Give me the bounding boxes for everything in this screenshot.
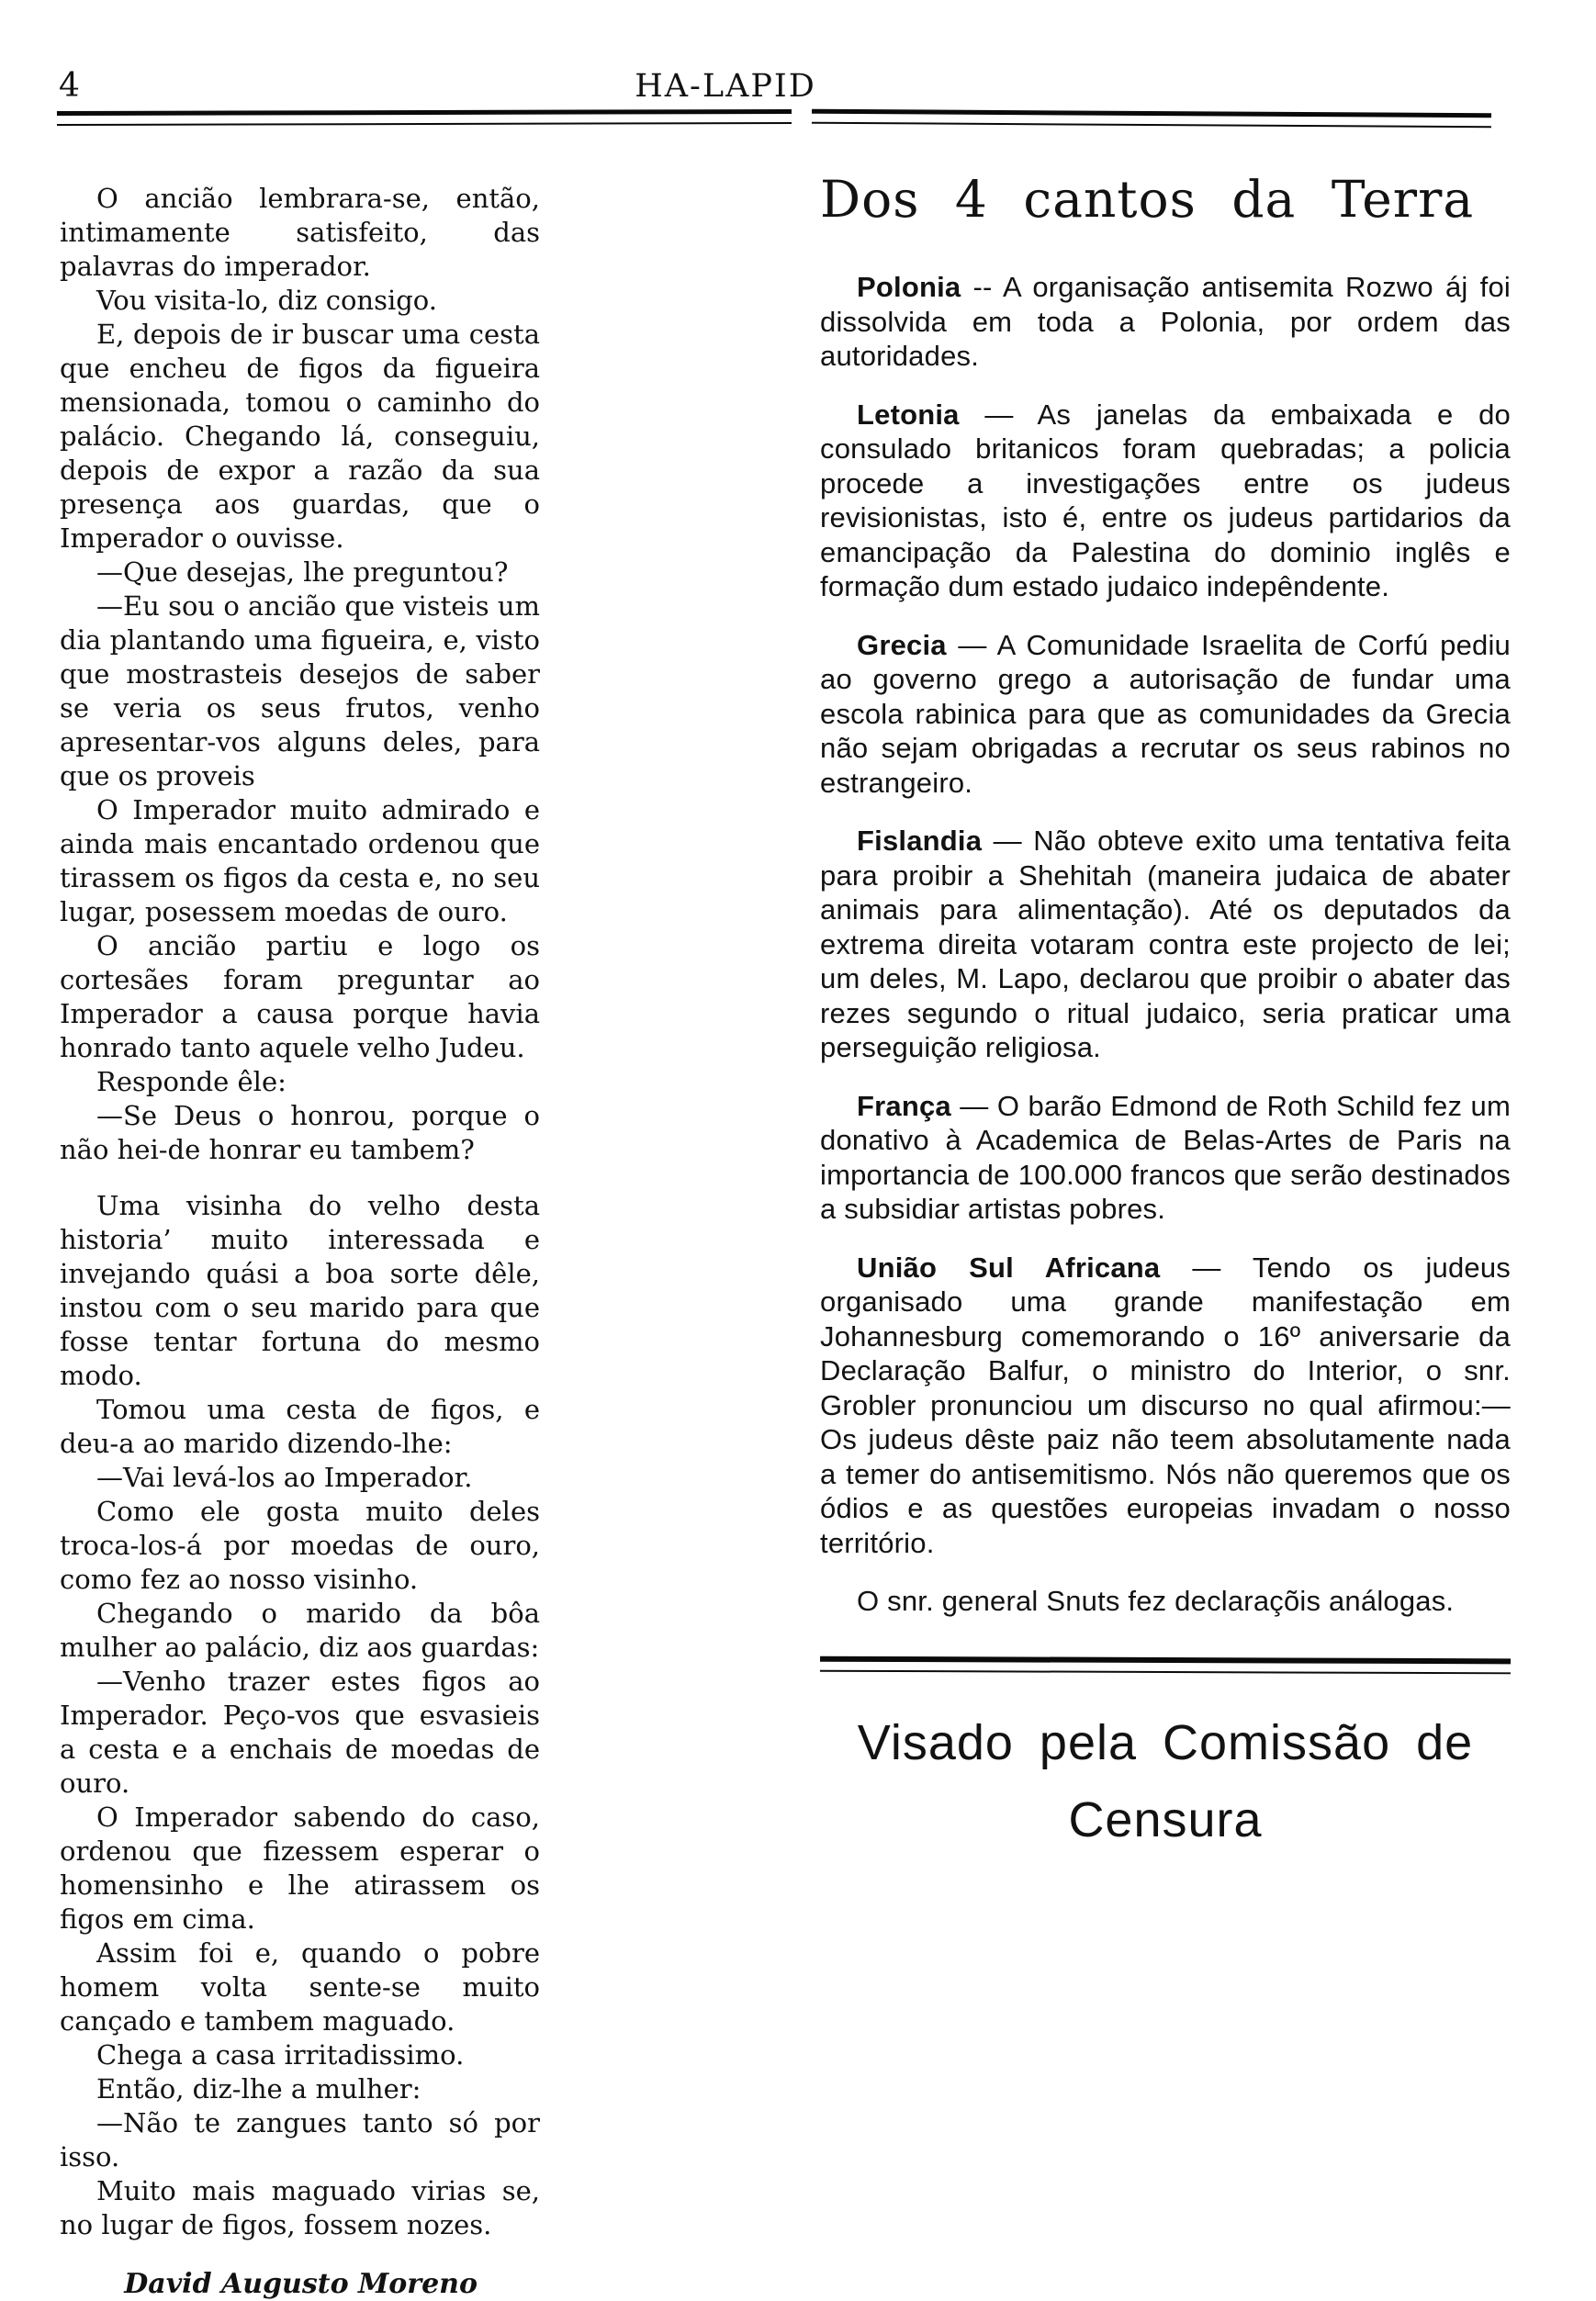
section-title: Dos 4 cantos da Terra (820, 170, 1475, 229)
story-paragraph: —Não te zangues tanto só por isso. (60, 2107, 540, 2172)
story-paragraph: Responde êle: (96, 1066, 287, 1097)
story-paragraph: O ancião partiu e logo os cortesães foram preguntar ao Imperador a causa porque havia honrado tanto aquele velho Judeu. (60, 930, 540, 1063)
story-paragraph: O Imperador sabendo do caso, ordenou que fizessem esperar o homensinho e lhe atirassem os figos em cima. (60, 1802, 540, 1935)
story-paragraph: —Venho trazer estes figos ao Imperador. Peço-vos que esvasieis a cesta e a enchais de moedas de ouro. (60, 1666, 540, 1799)
news-item-label: Fislandia (857, 825, 994, 857)
news-item-text: — As janelas da embaixada e do consulado britanicos foram quebradas; a policia procede a investigações entre os judeus revisionistas, isto é, entre os judeus partidarios da emancipação da Palestina do dominio inglês e formação dum estado judaico indepêndente. (820, 398, 1511, 602)
story-paragraph: Chegando o marido da bôa mulher ao palácio, diz aos guardas: (60, 1598, 540, 1663)
story-paragraph: O Imperador muito admirado e ainda mais encantado ordenou que tirassem os figos da cesta e, no seu lugar, posessem moedas de ouro. (60, 794, 540, 927)
page-number: 4 (59, 67, 80, 105)
story-paragraph: Assim foi e, quando o pobre homem volta sente-se muito cançado e tambem maguado. (60, 1937, 540, 2037)
censorship-rule (820, 1656, 1511, 1674)
news-item-label: Polonia (857, 271, 973, 303)
news-item-text: — O barão Edmond de Roth Schild fez um donativo à Academica de Belas-Artes de Paris na importancia de 100.000 francos que serão destinados a subsidiar artistas pobres. (820, 1089, 1511, 1225)
news-item-text: -- A organisação antisemita Rozwo áj foi dissolvida em toda a Polonia, por ordem das autoridades. (820, 271, 1511, 372)
story-paragraph: —Vai levá-los ao Imperador. (96, 1462, 473, 1493)
story-paragraph: —Eu sou o ancião que visteis um dia plantando uma figueira, e, visto que mostrasteis desejos de saber se veria os seus frutos, venho apresentar-vos alguns deles, para que os proveis (60, 590, 540, 791)
story-paragraph: Uma visinha do velho desta historia’ muito interessada e invejando quási a boa sorte dêle, instou com o seu marido para que fosse tentar fortuna do mesmo modo. (60, 1190, 540, 1391)
censorship-notice: Visado pela Comissão de Censura (857, 1714, 1474, 1847)
story-paragraph: Chega a casa irritadissimo. (96, 2039, 465, 2071)
story-paragraphs (60, 182, 540, 2242)
news-column (820, 171, 1511, 1858)
header-rule-left (57, 109, 792, 126)
masthead: HA-LAPID (635, 68, 816, 105)
news-item-label: União Sul Africana (857, 1251, 1193, 1284)
news-item-text: — Tendo os judeus organisado uma grande manifestação em Johannesburg comemorando o 16º aniversarie da Declaração Balfur, o ministro do Interior, o snr. Grobler pronunciou um discurso no qual afirmou:—Os judeus dêste paiz não teem absolutamente nada a temer do antisemitismo. Nós não queremos que os ódios e as questões europeias invadam o nosso território. (820, 1251, 1512, 1559)
news-items (820, 270, 1511, 1560)
story-paragraph: Como ele gosta muito deles troca-los-á por moedas de ouro, como fez ao nosso visinho. (60, 1496, 540, 1595)
story-paragraph: —Se Deus o honrou, porque o não hei-de honrar eu tambem? (60, 1100, 540, 1165)
news-item-label: Letonia (857, 398, 985, 431)
news-item (820, 824, 1511, 1065)
news-item-label: França (857, 1089, 961, 1122)
news-item (820, 270, 1511, 374)
story-paragraph: Vou visita-lo, diz consigo. (96, 285, 437, 316)
story-paragraph: —Que desejas, lhe preguntou? (96, 556, 509, 588)
news-item-label: Grecia (857, 628, 959, 661)
story-paragraph: Então, diz-lhe a mulher: (96, 2073, 421, 2105)
news-item (820, 1251, 1511, 1561)
news-item (820, 398, 1511, 604)
header-rule-right (812, 109, 1491, 129)
news-item (820, 628, 1511, 801)
story-paragraph: Muito mais maguado virias se, no lugar de figos, fossem nozes. (60, 2175, 540, 2240)
story-paragraph: Tomou uma cesta de figos, e deu-a ao marido dizendo-lhe: (60, 1394, 540, 1459)
news-item-text: — Não obteve exito uma tentativa feita para proibir a Shehitah (maneira judaica de abater animais para alimentação). Até os deputados da extrema direita votaram contra este projecto de lei; um deles, M. Lapo, declarou que proibir o abater das rezes segundo o ritual judaico, seria praticar uma perseguição religiosa. (820, 825, 1511, 1063)
news-item-text: — A Comunidade Israelita de Corfú pediu ao governo grego a autorisação de fundar uma escola rabinica para que as comunidades da Grecia não sejam obrigadas a recrutar os seus rabinos no estrangeiro. (820, 628, 1511, 799)
closing-paragraph: O snr. general Snuts fez declaraçõis análogas. (857, 1585, 1455, 1617)
story-paragraph: E, depois de ir buscar uma cesta que encheu de figos da figueira mensionada, tomou o caminho do palácio. Chegando lá, conseguiu, depois de expor a razão da sua presença aos guardas, que o Imperador o ouvisse. (60, 319, 540, 554)
story-paragraph: O ancião lembrara-se, então, intimamente satisfeito, das palavras do imperador. (60, 183, 540, 282)
author-signature: David Augusto Moreno (124, 2268, 478, 2300)
story-column (60, 182, 540, 2301)
news-item (820, 1089, 1511, 1227)
